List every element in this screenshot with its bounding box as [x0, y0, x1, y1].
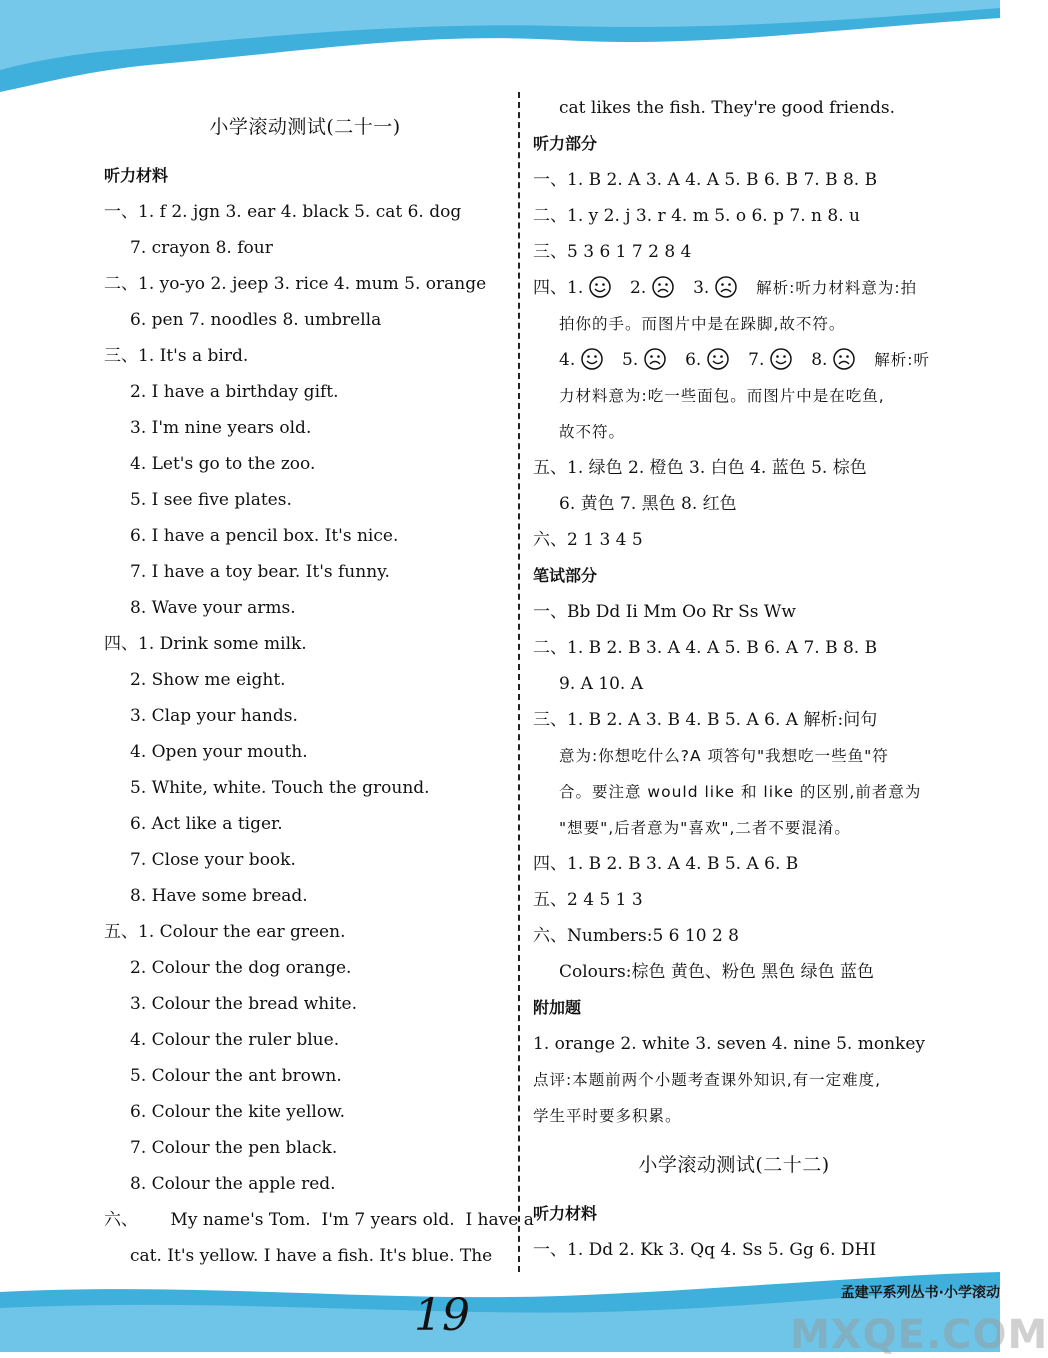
answer-line: 3. Clap your hands.: [130, 706, 298, 726]
smile-face-icon: [581, 348, 603, 370]
written-section-heading: 笔试部分: [533, 566, 598, 585]
answer-line: 三、1. It's a bird.: [104, 346, 249, 366]
frown-face-icon: [833, 348, 855, 370]
face-answer-row: [533, 270, 935, 306]
answer-line: 六、2 1 3 4 5: [533, 530, 643, 550]
answer-line: 6. pen 7. noodles 8. umbrella: [130, 310, 382, 330]
left-column: [104, 96, 534, 1274]
answer-line: 二、1. y 2. j 3. r 4. m 5. o 6. p 7. n 8. u: [533, 206, 860, 226]
top-decorative-band: [0, 0, 1000, 100]
answer-line: 8. Have some bread.: [130, 886, 308, 906]
answer-line: 3. I'm nine years old.: [130, 418, 312, 438]
answer-line: 6. Colour the kite yellow.: [130, 1102, 346, 1122]
answer-line: cat likes the fish. They're good friends.: [559, 98, 896, 118]
answer-number: 7.: [748, 350, 765, 370]
answer-line: 6. Act like a tiger.: [130, 814, 283, 834]
answer-line: 一、1. f 2. jgn 3. ear 4. black 5. cat 6. dog: [104, 202, 462, 222]
answer-line: 四、1. Drink some milk.: [104, 634, 307, 654]
answer-number: 5.: [622, 350, 639, 370]
answer-line: 7. crayon 8. four: [130, 238, 273, 258]
answer-line: 五、2 4 5 1 3: [533, 890, 643, 910]
answer-number: 2.: [630, 278, 647, 298]
listening-material-heading: 听力材料: [104, 166, 169, 185]
comment-line: 点评:本题前两个小题考查课外知识,有一定难度,: [533, 1071, 882, 1089]
answer-line: 六、Numbers:5 6 10 2 8: [533, 926, 739, 946]
answer-line: 意为:你想吃什么?A 项答句"我想吃一些鱼"符: [559, 747, 889, 765]
answer-line: 一、1. Dd 2. Kk 3. Qq 4. Ss 5. Gg 6. DHI: [533, 1240, 877, 1260]
answer-line: 9. A 10. A: [559, 674, 644, 694]
listening-section-heading: 听力部分: [533, 134, 598, 153]
page-title: 小学滚动测试(二十一): [209, 116, 401, 138]
frown-face-icon: [644, 348, 666, 370]
answer-line: 7. I have a toy bear. It's funny.: [130, 562, 390, 582]
answer-line: 二、1. B 2. B 3. A 4. A 5. B 6. A 7. B 8. B: [533, 638, 878, 658]
face-answer-row: [533, 342, 935, 378]
answer-prefix: 四、1.: [533, 278, 584, 298]
answer-line: 三、5 3 6 1 7 2 8 4: [533, 242, 692, 262]
answer-line: 一、Bb Dd Ii Mm Oo Rr Ss Ww: [533, 602, 796, 622]
answer-line: 8. Colour the apple red.: [130, 1174, 336, 1194]
answer-line: 4. Let's go to the zoo.: [130, 454, 316, 474]
answer-line: 2. Show me eight.: [130, 670, 286, 690]
answer-number: 3.: [693, 278, 710, 298]
answer-line: 合。要注意 would like 和 like 的区别,前者意为: [559, 783, 922, 801]
answer-line: 力材料意为:吃一些面包。而图片中是在吃鱼,: [559, 387, 885, 405]
answer-line: 2. I have a birthday gift.: [130, 382, 339, 402]
answer-line: 7. Close your book.: [130, 850, 296, 870]
answer-number: 4.: [559, 350, 576, 370]
answer-line: 一、1. B 2. A 3. A 4. A 5. B 6. B 7. B 8. B: [533, 170, 878, 190]
watermark: MXQE.COM: [790, 1312, 1048, 1358]
answer-line: 1. orange 2. white 3. seven 4. nine 5. monkey: [533, 1034, 926, 1054]
answer-line: 五、1. 绿色 2. 橙色 3. 白色 4. 蓝色 5. 棕色: [533, 458, 867, 478]
answer-line: 拍你的手。而图片中是在跺脚,故不符。: [559, 315, 846, 333]
frown-face-icon: [715, 276, 737, 298]
answer-line: 6. 黄色 7. 黑色 8. 红色: [559, 494, 737, 514]
smile-face-icon: [707, 348, 729, 370]
answer-number: 6.: [685, 350, 702, 370]
answer-line: 5. I see five plates.: [130, 490, 292, 510]
answer-line: 5. Colour the ant brown.: [130, 1066, 342, 1086]
answer-line: 8. Wave your arms.: [130, 598, 296, 618]
answer-line: "想要",后者意为"喜欢",二者不要混淆。: [559, 819, 851, 837]
page-title: 小学滚动测试(二十二): [638, 1154, 830, 1176]
answer-line: 3. Colour the bread white.: [130, 994, 357, 1014]
series-footer: 孟建平系列丛书·小学滚动: [840, 1285, 1000, 1301]
frown-face-icon: [652, 276, 674, 298]
listening-material-heading: 听力材料: [533, 1204, 598, 1223]
analysis-note: 解析:听力材料意为:拍: [756, 279, 918, 297]
answer-line: 五、1. Colour the ear green.: [104, 922, 346, 942]
answer-line: 二、1. yo-yo 2. jeep 3. rice 4. mum 5. orange: [104, 274, 487, 294]
answer-line: 4. Open your mouth.: [130, 742, 308, 762]
answer-line: Colours:棕色 黄色、粉色 黑色 绿色 蓝色: [559, 962, 875, 982]
bonus-section-heading: 附加题: [533, 998, 582, 1017]
answer-line: 2. Colour the dog orange.: [130, 958, 352, 978]
answer-line: cat. It's yellow. I have a fish. It's blue. The: [130, 1246, 493, 1266]
answer-line: 四、1. B 2. B 3. A 4. B 5. A 6. B: [533, 854, 799, 874]
answer-line: 4. Colour the ruler blue.: [130, 1030, 340, 1050]
answer-line: 三、1. B 2. A 3. B 4. B 5. A 6. A 解析:问句: [533, 710, 878, 730]
comment-line: 学生平时要多积累。: [533, 1107, 682, 1125]
smile-face-icon: [770, 348, 792, 370]
answer-line: 故不符。: [559, 423, 626, 441]
smile-face-icon: [589, 276, 611, 298]
page-number: 19: [414, 1290, 470, 1341]
right-column: [533, 96, 935, 1268]
column-divider: [518, 92, 520, 1272]
analysis-note: 解析:听: [874, 351, 930, 369]
answer-line: 6. I have a pencil box. It's nice.: [130, 526, 399, 546]
answer-number: 8.: [811, 350, 828, 370]
answer-line: 六、 My name's Tom. I'm 7 years old. I have a: [104, 1210, 534, 1230]
answer-line: 7. Colour the pen black.: [130, 1138, 338, 1158]
answer-line: 5. White, white. Touch the ground.: [130, 778, 430, 798]
